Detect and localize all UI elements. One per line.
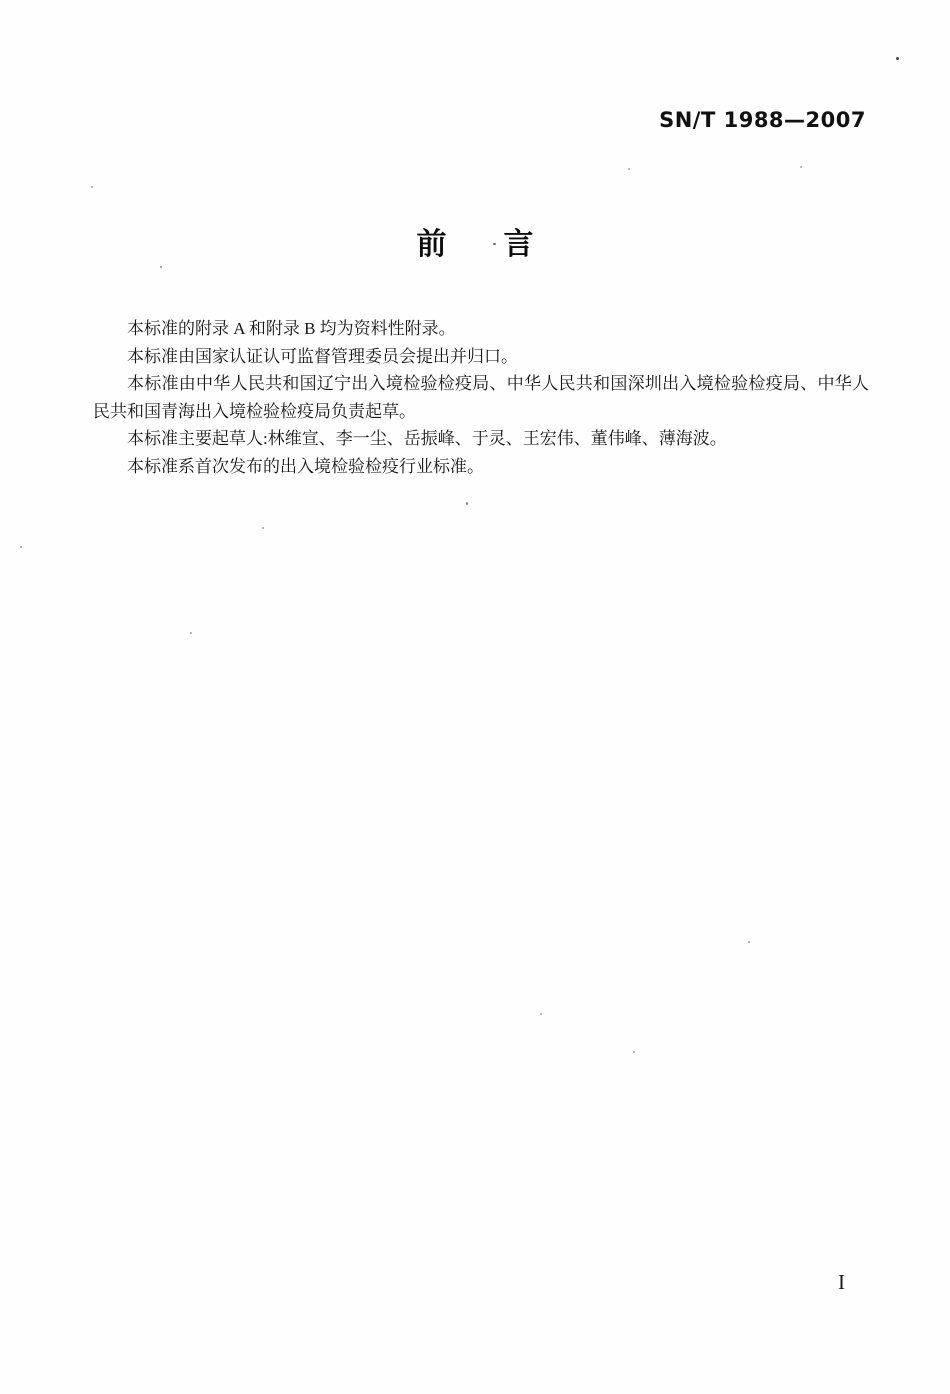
scan-speck: [190, 632, 192, 634]
scan-speck: [628, 168, 630, 170]
scan-speck: [748, 941, 750, 943]
paragraph-drafting-organizations: 本标准由中华人民共和国辽宁出入境检验检疫局、中华人民共和国深圳出入境检验检疫局、中华人民共和国青海出入境检验检疫局负责起草。: [93, 374, 869, 421]
title-char-1: 前: [416, 227, 447, 262]
page-title: [0, 227, 950, 263]
scan-speck: [800, 166, 802, 168]
scan-speck: [540, 1013, 542, 1015]
scan-speck: [633, 1051, 635, 1053]
title-char-2: 言: [503, 227, 534, 262]
scan-speck: [896, 57, 899, 60]
paragraph-appendix-note: 本标准的附录 A 和附录 B 均为资料性附录。: [127, 319, 456, 338]
paragraph-proposed-by: 本标准由国家认证认可监督管理委员会提出并归口。: [127, 346, 518, 366]
scan-speck: [91, 186, 93, 188]
scan-speck: [20, 546, 22, 548]
scan-speck: [160, 266, 162, 268]
scan-speck: [262, 527, 264, 529]
page-number: I: [838, 1270, 845, 1294]
scan-speck: [466, 502, 468, 505]
paragraph-drafters: 本标准主要起草人:林维宣、李一尘、岳振峰、于灵、王宏伟、董伟峰、薄海波。: [127, 429, 727, 448]
paragraph-first-issue-note: 本标准系首次发布的出入境检验检疫行业标准。: [127, 456, 484, 476]
foreword-body: [93, 315, 869, 480]
standard-number: SN/T 1988—2007: [659, 108, 866, 132]
scan-speck: [493, 243, 496, 245]
